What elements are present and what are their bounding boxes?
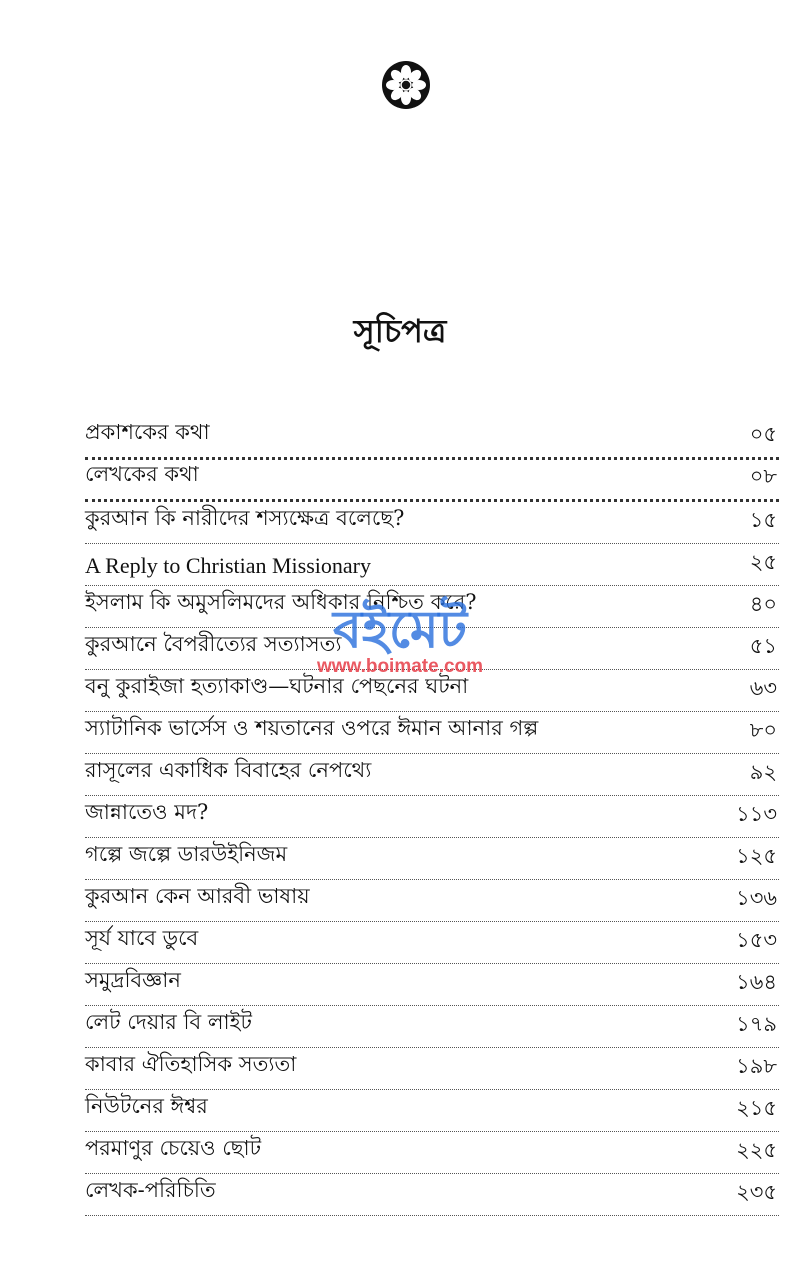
- toc-entry-title: A Reply to Christian Missionary: [85, 553, 371, 578]
- toc-entry-page: ১২৫: [736, 844, 777, 868]
- watermark-logo: বইমেট: [332, 600, 468, 660]
- toc-entry: [85, 670, 779, 712]
- toc-entry-title: কাবার ঐতিহাসিক সত্যতা: [85, 1052, 297, 1076]
- toc-entry-title: সূর্য যাবে ডুবে: [85, 926, 199, 950]
- toc-entry-page: ১৫৩: [736, 928, 777, 952]
- toc-entry-page: ২২৫: [736, 1138, 777, 1162]
- watermark-url: www.boimate.com: [316, 656, 484, 677]
- toc-entry-page: ২৫: [749, 550, 777, 574]
- toc-entry-title: লেখকের কথা: [85, 462, 199, 486]
- toc-entry-title: বনু কুরাইজা হত্যাকাণ্ড—ঘটনার পেছনের ঘটনা: [85, 674, 469, 698]
- toc-entry-page: ৮০: [749, 718, 777, 742]
- toc-entry: [85, 796, 779, 838]
- toc-entry-title: গল্পে জল্পে ডারউইনিজম: [85, 842, 288, 866]
- toc-entry-page: ১৫: [749, 508, 777, 532]
- toc-entry-title: ইসলাম কি অমুসলিমদের অধিকার নিশ্চিত করে?: [85, 590, 477, 614]
- toc-entry: [85, 964, 779, 1006]
- toc-entry-page: ৬৩: [749, 676, 777, 700]
- toc-entry-title: সমুদ্রবিজ্ঞান: [85, 968, 181, 992]
- toc-entry: [85, 922, 779, 964]
- toc-entry: [85, 628, 779, 670]
- toc-entry: [85, 586, 779, 628]
- toc-entry-page: ২৩৫: [736, 1180, 777, 1204]
- toc-entry-title: পরমাণুর চেয়েও ছোট: [85, 1136, 262, 1160]
- toc-entry-page: ০৫: [749, 422, 777, 446]
- toc-entry-page: ৫১: [749, 634, 777, 658]
- toc-entry-page: ১৬৪: [736, 970, 777, 994]
- toc-entry: [85, 1174, 779, 1216]
- toc-entry-title: প্রকাশকের কথা: [85, 420, 210, 444]
- toc-entry-title: কুরআন কেন আরবী ভাষায়: [85, 884, 310, 908]
- toc-entry-title: লেখক-পরিচিতি: [85, 1178, 216, 1202]
- toc-entry-page: ১৯৮: [736, 1054, 777, 1078]
- toc-entry-page: ১১৩: [736, 802, 777, 826]
- toc-entry: [85, 418, 779, 460]
- toc-entry-title: নিউটনের ঈশ্বর: [85, 1094, 208, 1118]
- toc-entry-page: ৯২: [749, 760, 777, 784]
- toc-entry: [85, 544, 779, 586]
- toc-entry-title: কুরআনে বৈপরীত্যের সত্যাসত্য: [85, 632, 342, 656]
- table-of-contents: [85, 418, 779, 1216]
- toc-entry-page: ১৭৯: [736, 1012, 777, 1036]
- flower-ornament-icon: [381, 60, 431, 110]
- toc-entry-page: ২১৫: [736, 1096, 777, 1120]
- toc-entry: [85, 1090, 779, 1132]
- toc-entry-title: কুরআন কি নারীদের শস্যক্ষেত্র বলেছে?: [85, 506, 405, 530]
- toc-entry-page: ১৩৬: [736, 886, 777, 910]
- toc-entry-page: ৪০: [749, 592, 777, 616]
- page-title: সূচিপত্র: [353, 312, 447, 350]
- toc-entry: [85, 1048, 779, 1090]
- toc-entry-title: স্যাটানিক ভার্সেস ও শয়তানের ওপরে ঈমান আনার গল্প: [85, 716, 539, 740]
- toc-entry-title: রাসূলের একাধিক বিবাহের নেপথ্যে: [85, 758, 372, 782]
- toc-entry: [85, 502, 779, 544]
- toc-entry: [85, 712, 779, 754]
- toc-entry-page: ০৮: [749, 464, 777, 488]
- toc-entry: [85, 460, 779, 502]
- toc-entry: [85, 880, 779, 922]
- toc-entry: [85, 1132, 779, 1174]
- toc-entry: [85, 1006, 779, 1048]
- toc-entry-title: জান্নাতেও মদ?: [85, 800, 209, 824]
- toc-entry: [85, 754, 779, 796]
- toc-entry-title: লেট দেয়ার বি লাইট: [85, 1010, 252, 1034]
- toc-entry: [85, 838, 779, 880]
